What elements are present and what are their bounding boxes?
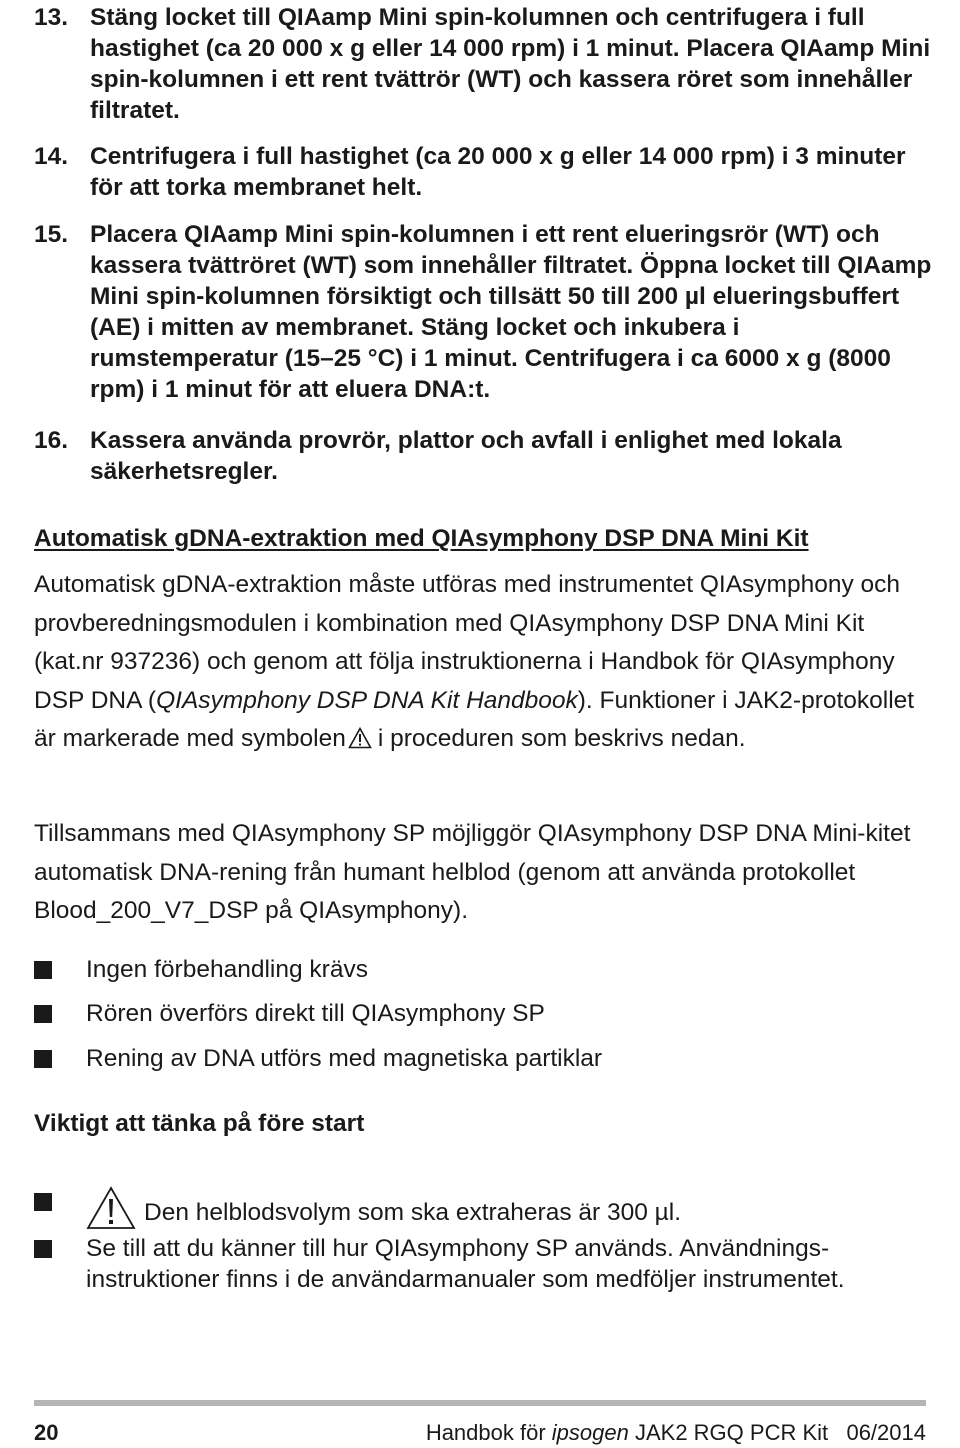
footer-title-text: Handbok för xyxy=(425,1420,552,1445)
step-number: 15. xyxy=(34,221,69,248)
intro-paragraph xyxy=(34,566,934,762)
step-13 xyxy=(34,2,934,126)
step-text: Stäng locket till QIAamp Mini spin-kolumnen och centrifugera i full hastighet (ca 20 000 x g eller 14 000 rpm) i 1 minut. Placera QIAamp Mini spin-kolumnen i ett rent tvättrör (WT) och kassera röret som innehåller filtratet. xyxy=(90,4,931,124)
footer-divider xyxy=(34,1400,926,1406)
handbook-title: QIAsymphony DSP DNA Kit Handbook xyxy=(156,686,578,714)
square-bullet-icon xyxy=(34,1050,52,1068)
list-item-text: Rören överförs direkt till QIAsymphony SP xyxy=(86,1000,545,1027)
list-item xyxy=(34,954,368,985)
warning-triangle-icon xyxy=(86,1186,136,1238)
step-15 xyxy=(34,219,934,405)
footer-title-brand: ipsogen xyxy=(551,1420,629,1445)
step-text: Placera QIAamp Mini spin-kolumnen i ett rent elueringsrör (WT) och kassera tvättröret (WT) som innehåller filtratet. Öppna locket till QIAamp Mini spin-kolumnen försiktigt och tillsätt 50 till 200 µl elueringsbuffert (AE) i mitten av membranet. Stäng locket och inkubera i rumstemperatur (15–25 °C) i 1 minut. Centrifugera i ca 6000 x g (8000 rpm) i 1 minut för att eluera DNA:t. xyxy=(90,221,932,403)
square-bullet-icon xyxy=(34,961,52,979)
square-bullet-icon xyxy=(34,1193,52,1211)
step-number: 13. xyxy=(34,4,69,31)
paragraph-text: Automatisk gDNA-extraktion måste utföras med instrumentet QIAsymphony och provberedningsmodulen i kombination med QIAsymphony DSP DNA Mini Kit (kat.nr 937236) och genom att följa instruktionerna i Handbok för QIAsymphony DSP DNA ( xyxy=(34,571,901,714)
list-item-content xyxy=(86,1186,681,1238)
list-item-text: Den helblodsvolym som ska extraheras är 300 µl. xyxy=(144,1199,682,1226)
step-number: 14. xyxy=(34,143,69,170)
list-item-text: Se till att du känner till hur QIAsymphony SP används. Användnings-instruktioner finns i de användarmanualer som medföljer instrumentet. xyxy=(86,1235,845,1293)
list-item-text: Rening av DNA utförs med magnetiska partiklar xyxy=(86,1045,603,1072)
list-item xyxy=(34,998,545,1029)
step-number: 16. xyxy=(34,427,69,454)
list-item xyxy=(34,1186,681,1238)
description-paragraph: Tillsammans med QIAsymphony SP möjliggör QIAsymphony DSP DNA Mini-kitet automatisk DNA-rening från humant helblod (genom att använda protokollet Blood_200_V7_DSP på QIAsymphony). xyxy=(34,820,911,924)
step-16 xyxy=(34,425,934,487)
square-bullet-icon xyxy=(34,1005,52,1023)
page-number: 20 xyxy=(34,1420,59,1445)
paragraph-text: i proceduren som beskrivs nedan. xyxy=(377,725,746,752)
step-text: Kassera använda provrör, plattor och avfall i enlighet med lokala säkerhetsregler. xyxy=(90,427,842,485)
step-14 xyxy=(34,141,934,203)
square-bullet-icon xyxy=(34,1240,52,1258)
list-item-text: Ingen förbehandling krävs xyxy=(86,956,368,983)
warning-triangle-icon xyxy=(348,723,372,762)
list-item xyxy=(34,1043,602,1074)
important-heading: Viktigt att tänka på före start xyxy=(34,1110,365,1137)
footer-title xyxy=(426,1420,926,1446)
list-item xyxy=(34,1233,934,1295)
step-text: Centrifugera i full hastighet (ca 20 000 x g eller 14 000 rpm) i 3 minuter för att torka membranet helt. xyxy=(90,143,906,201)
section-heading: Automatisk gDNA-extraktion med QIAsymphony DSP DNA Mini Kit xyxy=(34,525,809,552)
footer-title-text: JAK2 RGQ PCR Kit 06/2014 xyxy=(628,1420,926,1445)
paragraph-text: ). Funktioner i JAK2-protokollet är markerade med symbolen xyxy=(34,686,915,752)
